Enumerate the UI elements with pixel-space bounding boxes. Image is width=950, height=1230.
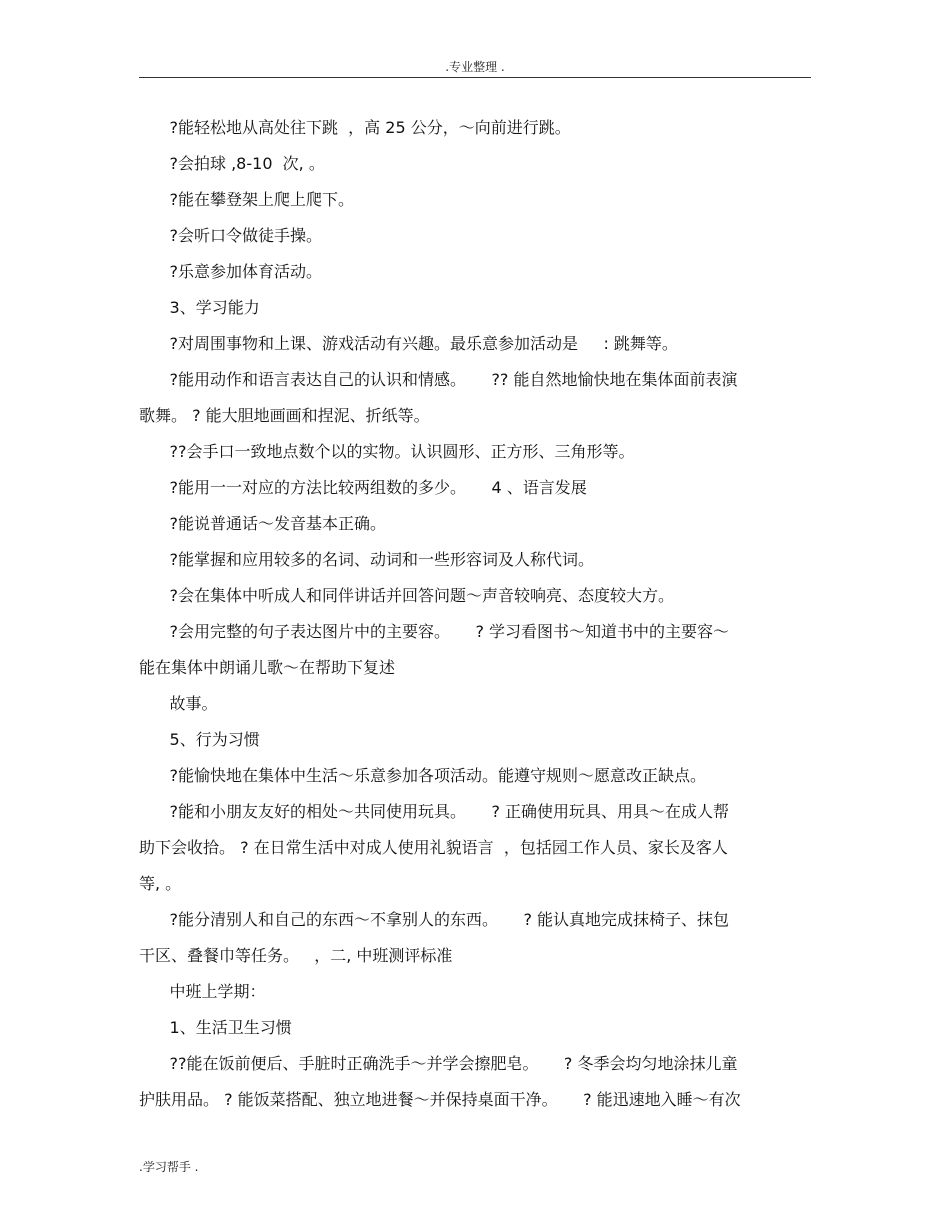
text-line: ?会拍球 ,8-10 次, 。 — [139, 154, 325, 173]
text-line: ?能分清别人和自己的东西～不拿别人的东西。 ? 能认真地完成抹椅子、抹包 — [139, 910, 730, 929]
page-footer: .学习帮手 . — [139, 1160, 199, 1174]
text-line: 等, 。 — [139, 874, 182, 893]
text-line: 能在集体中朗诵儿歌～在帮助下复述 — [139, 658, 396, 677]
section-heading: 中班上学期： — [139, 982, 266, 1001]
text-line: ?能用一一对应的方法比较两组数的多少。 4 、语言发展 — [139, 478, 587, 497]
text-line: 助下会收拾。 ? 在日常生活中对成人使用礼貌语言 ，包括园工作人员、家长及客人 — [139, 838, 728, 857]
text-line: ?对周围事物和上课、游戏活动有兴趣。最乐意参加活动是 : 跳舞等。 — [139, 334, 678, 353]
text-line: ?乐意参加体育活动。 — [139, 262, 323, 281]
section-heading: 3、学习能力 — [139, 298, 260, 317]
page-header: .专业整理 . — [445, 60, 505, 74]
text-line: ??能在饭前便后、手脏时正确洗手～并学会擦肥皂。 ? 冬季会均匀地涂抹儿童 — [139, 1054, 738, 1073]
section-heading: 1、生活卫生习惯 — [139, 1018, 292, 1037]
section-heading: 5、行为习惯 — [139, 730, 260, 749]
text-line: 故事。 — [139, 694, 218, 713]
header-divider — [139, 77, 811, 78]
text-line: ?能和小朋友友好的相处～共同使用玩具。 ? 正确使用玩具、用具～在成人帮 — [139, 802, 730, 821]
text-line: ??会手口一致地点数个以的实物。认识圆形、正方形、三角形等。 — [139, 442, 635, 461]
text-line: ?能掌握和应用较多的名词、动词和一些形容词及人称代词。 — [139, 550, 595, 569]
text-line: 歌舞。 ? 能大胆地画画和捏泥、折纸等。 — [139, 406, 430, 425]
text-line: ?能愉快地在集体中生活～乐意参加各项活动。能遵守规则～愿意改正缺点。 — [139, 766, 707, 785]
text-line: 干区、叠餐巾等任务。 ，二, 中班测评标准 — [139, 946, 453, 965]
text-line: 护肤用品。 ? 能饭菜搭配、独立地进餐～并保持桌面干净。 ? 能迅速地入睡～有次 — [139, 1090, 741, 1109]
text-line: ?能说普通话～发音基本正确。 — [139, 514, 387, 533]
text-line: ?会听口令做徒手操。 — [139, 226, 323, 245]
text-line: ?能用动作和语言表达自己的认识和情感。 ?? 能自然地愉快地在集体面前表演 — [139, 370, 738, 389]
text-line: ?会用完整的句子表达图片中的主要容。 ? 学习看图书～知道书中的主要容～ — [139, 622, 730, 641]
text-line: ?会在集体中听成人和同伴讲话并回答问题～声音较响亮、态度较大方。 — [139, 586, 675, 605]
document-body — [139, 110, 811, 1118]
text-line: ?能在攀登架上爬上爬下。 — [139, 190, 355, 209]
text-line: ?能轻松地从高处往下跳 ，高 25 公分，～向前进行跳。 — [139, 118, 571, 137]
